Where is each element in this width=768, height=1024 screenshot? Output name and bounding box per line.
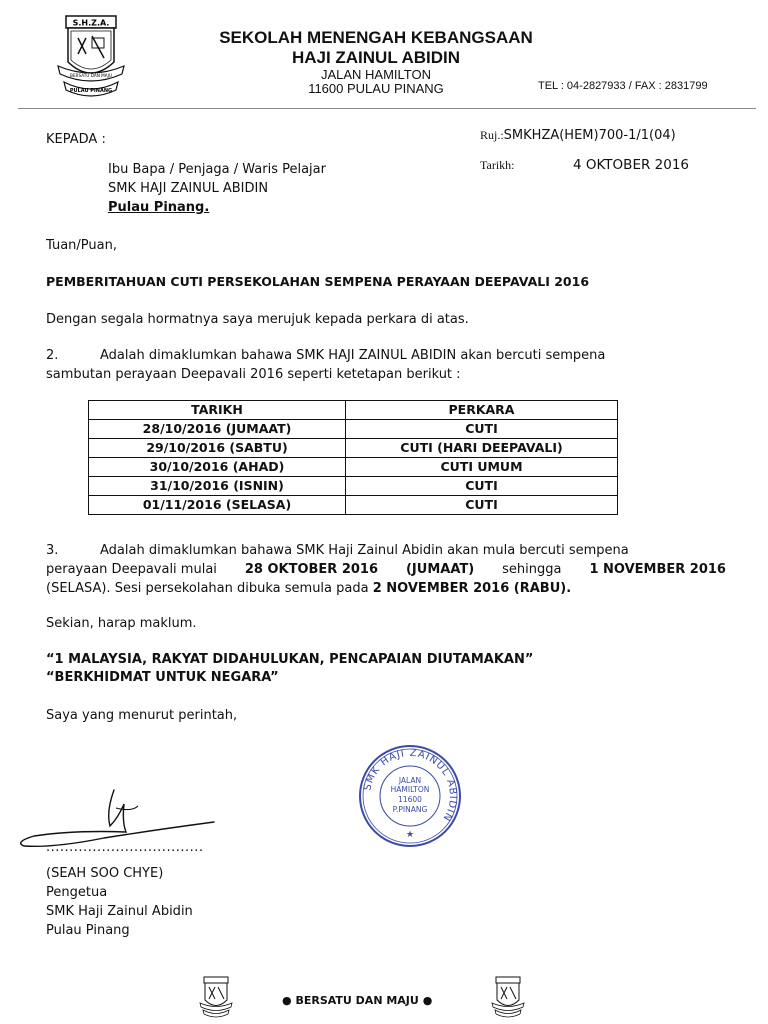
ref-label: Ruj.: — [480, 128, 504, 142]
address-line2: 11600 PULAU PINANG — [308, 81, 444, 96]
signature-dots: .................................. — [46, 840, 204, 855]
stamp-ring-text: SMK HAJI ZAINUL ABIDIN — [362, 747, 459, 824]
ref-value: SMKHZA(HEM)700-1/1(04) — [503, 128, 676, 143]
table-cell-date: 28/10/2016 (JUMAAT) — [89, 420, 346, 439]
signatory-title: Pengetua — [46, 885, 108, 900]
date-value: 4 OKTOBER 2016 — [573, 157, 690, 173]
header-divider — [18, 108, 756, 109]
footer-motto — [282, 994, 432, 1007]
bullet-icon: ● — [422, 994, 433, 1007]
stamp-star-icon: ★ — [405, 830, 415, 840]
p3-reopen-date: 2 NOVEMBER 2016 (RABU). — [372, 581, 572, 596]
stamp-line1: JALAN — [398, 776, 422, 785]
address-line1: JALAN HAMILTON — [320, 67, 432, 82]
school-name-line1: SEKOLAH MENENGAH KEBANGSAAN — [219, 28, 533, 47]
table-header-row — [89, 401, 618, 420]
footer-crest-right-logo — [490, 976, 526, 1018]
footer-motto-text: BERSATU DAN MAJU — [295, 994, 419, 1007]
table-row — [89, 458, 618, 477]
stamp-line4: P.PINANG — [392, 805, 428, 814]
school-name-line2: HAJI ZAINUL ABIDIN — [291, 48, 461, 67]
paragraph-3-number: 3. — [46, 543, 59, 558]
holiday-table — [88, 400, 618, 515]
p3-text-d: sehingga — [502, 562, 562, 577]
reference — [480, 128, 676, 143]
recipient-line3: Pulau Pinang. — [108, 200, 210, 215]
date-label: Tarikh: — [480, 158, 515, 172]
table-cell-date: 30/10/2016 (AHAD) — [89, 458, 346, 477]
paragraph-3-line2 — [46, 560, 726, 579]
signatory-name: (SEAH SOO CHYE) — [46, 866, 164, 881]
table-row — [89, 439, 618, 458]
column-header-date: TARIKH — [89, 401, 346, 420]
motto-line2: “BERKHIDMAT UNTUK NEGARA” — [46, 670, 279, 685]
paragraph-1: Dengan segala hormatnya saya merujuk kepada perkara di atas. — [46, 312, 469, 327]
crest-location: PULAU PINANG — [69, 88, 113, 94]
crest-initials: S.H.Z.A. — [72, 18, 110, 28]
table-cell-matter: CUTI — [346, 477, 618, 496]
p3-text-a: perayaan Deepavali mulai — [46, 562, 217, 577]
column-header-matter: PERKARA — [346, 401, 618, 420]
closing-remark: Sekian, harap maklum. — [46, 616, 197, 631]
school-stamp — [356, 742, 464, 850]
salutation: Tuan/Puan, — [46, 238, 117, 253]
table-row — [89, 496, 618, 515]
paragraph-2-number: 2. — [46, 348, 59, 363]
table-cell-date: 01/11/2016 (SELASA) — [89, 496, 346, 515]
table-cell-matter: CUTI — [346, 420, 618, 439]
table-cell-matter: CUTI (HARI DEEPAVALI) — [346, 439, 618, 458]
recipient-line1: Ibu Bapa / Penjaga / Waris Pelajar — [108, 162, 326, 177]
bullet-icon: ● — [282, 994, 292, 1007]
table-row — [89, 477, 618, 496]
table-row — [89, 420, 618, 439]
recipient-line2: SMK HAJI ZAINUL ABIDIN — [108, 181, 269, 196]
subject-line: PEMBERITAHUAN CUTI PERSEKOLAHAN SEMPENA PERAYAAN DEEPAVALI 2016 — [46, 274, 590, 289]
table-cell-date: 31/10/2016 (ISNIN) — [89, 477, 346, 496]
table-cell-matter: CUTI — [346, 496, 618, 515]
signatory-school: SMK Haji Zainul Abidin — [46, 904, 193, 919]
table-cell-matter: CUTI UMUM — [346, 458, 618, 477]
sign-intro: Saya yang menurut perintah, — [46, 708, 238, 723]
p3-text-f: (SELASA). Sesi persekolahan dibuka semula pada — [46, 581, 369, 596]
p3-start-date: 28 OKTOBER 2016 — [244, 562, 379, 577]
motto-line1: “1 MALAYSIA, RAKYAT DIDAHULUKAN, PENCAPAIAN DIUTAMAKAN” — [46, 652, 534, 667]
p3-start-day: (JUMAAT) — [405, 562, 475, 577]
contact-info: TEL : 04-2827933 / FAX : 2831799 — [538, 80, 708, 92]
to-label: KEPADA : — [46, 132, 106, 147]
signatory-place: Pulau Pinang — [46, 923, 130, 938]
paragraph-3-line3 — [46, 579, 571, 598]
paragraph-2-line2: sambutan perayaan Deepavali 2016 seperti ketetapan berikut : — [46, 367, 461, 382]
stamp-line2: HAMILTON — [390, 785, 430, 794]
table-cell-date: 29/10/2016 (SABTU) — [89, 439, 346, 458]
footer-crest-left-logo — [198, 976, 234, 1018]
paragraph-2-line1: Adalah dimaklumkan bahawa SMK HAJI ZAINUL ABIDIN akan bercuti sempena — [100, 348, 606, 363]
school-crest-logo — [56, 14, 126, 98]
crest-banner: BERSATU DAN MAJU — [70, 73, 112, 78]
p3-end-date: 1 NOVEMBER 2016 — [589, 562, 726, 577]
paragraph-3-line1: Adalah dimaklumkan bahawa SMK Haji Zainul Abidin akan mula bercuti sempena — [100, 543, 629, 558]
stamp-line3: 11600 — [398, 795, 422, 804]
